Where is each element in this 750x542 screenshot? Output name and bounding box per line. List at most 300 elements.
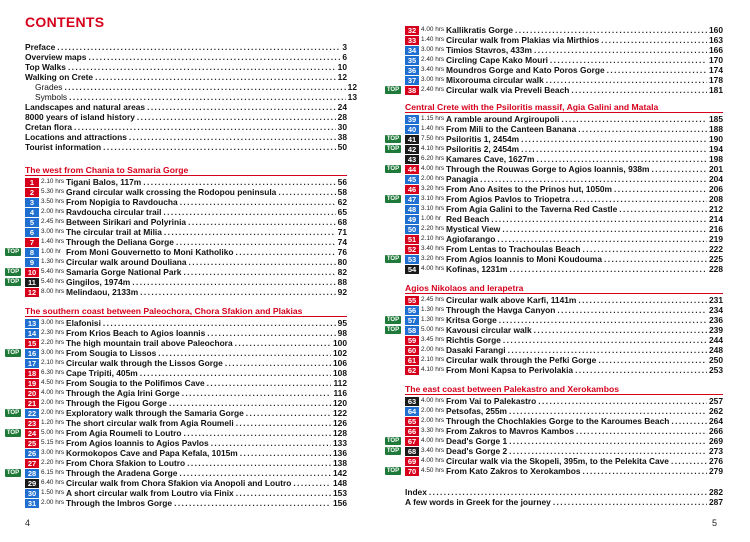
walk-number: 61 — [405, 356, 419, 365]
walk-title: From Agia Roumeli to Loutro — [66, 428, 182, 438]
page-ref: 50 — [337, 142, 347, 152]
walk-title: Through the Figou Gorge — [66, 398, 167, 408]
dot-leader — [598, 355, 707, 365]
dot-leader — [521, 144, 707, 154]
top-badge: TOP — [386, 136, 400, 142]
section-heading: The southern coast between Paleochora, Chora Sfakion and Plakias — [25, 306, 303, 316]
page-ref: 225 — [709, 254, 723, 264]
walk-title: From Kato Zakros to Xerokambos — [446, 466, 581, 476]
walk-entry — [405, 25, 723, 35]
walk-entry — [25, 378, 347, 388]
dot-leader — [88, 52, 340, 62]
dot-leader — [491, 214, 707, 224]
walk-number: 34 — [405, 46, 419, 55]
walk-number: 54 — [405, 265, 419, 274]
walk-title: Kallikratis Gorge — [446, 25, 514, 35]
walk-entry — [405, 234, 723, 244]
walk-number: 64 — [405, 407, 419, 416]
walk-duration: 4.00 hrs — [421, 437, 445, 444]
walk-entry — [25, 408, 347, 418]
walk-entry — [405, 264, 723, 274]
back-entry — [405, 487, 723, 497]
walk-entry — [25, 458, 347, 468]
walk-duration: 2.10 hrs — [41, 359, 65, 366]
walk-number: 8 — [25, 248, 39, 257]
page-ref: 102 — [333, 348, 347, 358]
entry-title: Tourist information — [25, 142, 102, 152]
walk-title: From Agios Pavlos to Triopetra — [446, 194, 570, 204]
page-ref: 65 — [337, 207, 347, 217]
walk-number: 16 — [25, 349, 39, 358]
page-ref: 248 — [709, 345, 723, 355]
walk-duration: 4.00 hrs — [421, 397, 445, 404]
walk-duration: 3.00 hrs — [41, 319, 65, 326]
page-ref: 12 — [347, 82, 357, 92]
dot-leader — [68, 62, 336, 72]
walk-title: From Zakros to Mavros Kambos — [446, 426, 574, 436]
walk-number: 53 — [405, 255, 419, 264]
page-ref: 264 — [709, 416, 723, 426]
front-entry — [25, 142, 347, 152]
walk-number: 15 — [25, 339, 39, 348]
page-ref: 122 — [333, 408, 347, 418]
walk-title: From Chora Sfakion to Loutro — [66, 458, 186, 468]
walk-entry — [25, 348, 347, 358]
dot-leader — [546, 75, 707, 85]
dot-leader — [176, 237, 336, 247]
page-ref: 236 — [709, 315, 723, 325]
walk-duration: 3.10 hrs — [421, 205, 445, 212]
walk-entry — [25, 267, 347, 277]
page-ref: 244 — [709, 335, 723, 345]
walk-title: From Moni Kapsa to Perivolakia — [446, 365, 574, 375]
walk-number: 63 — [405, 397, 419, 406]
walk-duration: 3.00 hrs — [421, 76, 445, 83]
walk-number: 2 — [25, 188, 39, 197]
dot-leader — [293, 478, 331, 488]
walk-title: Through the Deliana Gorge — [66, 237, 174, 247]
walk-entry — [405, 75, 723, 85]
dot-leader — [508, 345, 707, 355]
walk-duration: 4.50 hrs — [41, 379, 65, 386]
walk-entry — [405, 254, 723, 264]
dot-leader — [211, 438, 331, 448]
dot-leader — [619, 204, 707, 214]
walk-number: 50 — [405, 225, 419, 234]
walk-title: A ramble around Argiroupoli — [446, 114, 560, 124]
dot-leader — [137, 112, 336, 122]
dot-leader — [163, 207, 335, 217]
walk-duration: 1.40 hrs — [421, 125, 445, 132]
walk-entry — [25, 217, 347, 227]
page-ref: 38 — [337, 132, 347, 142]
walk-entry — [25, 398, 347, 408]
entry-title: Symbols — [35, 92, 68, 102]
walk-duration: 1.00 hr — [41, 248, 61, 255]
walk-entry — [405, 365, 723, 375]
walk-entry — [25, 277, 347, 287]
walk-duration: 4.00 hrs — [421, 265, 445, 272]
page-ref: 269 — [709, 436, 723, 446]
walk-title: Circular walk from Plakias via Mirthios — [446, 35, 600, 45]
walk-number: 1 — [25, 178, 39, 187]
dot-leader — [499, 315, 707, 325]
walk-number: 33 — [405, 36, 419, 45]
section-rule — [405, 112, 723, 113]
walk-number: 5 — [25, 218, 39, 227]
walk-title: From Lentas to Trachoulas Beach — [446, 244, 581, 254]
walk-entry — [25, 388, 347, 398]
walk-entry — [405, 224, 723, 234]
dot-leader — [601, 35, 707, 45]
dot-leader — [503, 335, 707, 345]
walk-number: 24 — [25, 429, 39, 438]
walk-entry — [405, 295, 723, 305]
walk-number: 57 — [405, 316, 419, 325]
walk-title: The short circular walk from Agia Roumeli — [66, 418, 234, 428]
page-ref: 3 — [342, 42, 347, 52]
dot-leader — [147, 102, 336, 112]
walk-duration: 2.00 hrs — [41, 208, 65, 215]
walk-title: From Agios Ioannis to Moni Koudouma — [446, 254, 603, 264]
walk-entry — [405, 154, 723, 164]
walk-title: From Moni Gouvernetto to Moni Katholiko — [66, 247, 234, 257]
page-ref: 100 — [333, 338, 347, 348]
page-ref: 62 — [337, 197, 347, 207]
walk-title: Through the Imbros Gorge — [66, 498, 173, 508]
page-ref: 76 — [337, 247, 347, 257]
walk-entry — [405, 55, 723, 65]
walk-title: Kavousi circular walk — [446, 325, 532, 335]
walk-title: Mystical View — [446, 224, 501, 234]
walk-entry — [25, 257, 347, 267]
walk-number: 59 — [405, 336, 419, 345]
dot-leader — [129, 132, 336, 142]
walk-title: Kritsa Gorge — [446, 315, 497, 325]
entry-title: Landscapes and natural areas — [25, 102, 146, 112]
page-ref: 198 — [709, 154, 723, 164]
page-ref: 201 — [709, 164, 723, 174]
walk-title: Gingilos, 1974m — [66, 277, 131, 287]
walk-number: 36 — [405, 66, 419, 75]
page-ref: 273 — [709, 446, 723, 456]
dot-leader — [132, 277, 335, 287]
walk-duration: 8.00 hrs — [41, 288, 65, 295]
walk-number: 44 — [405, 165, 419, 174]
dot-leader — [509, 406, 707, 416]
walk-title: Kofinas, 1231m — [446, 264, 508, 274]
page-ref: 71 — [337, 227, 347, 237]
page-ref: 12 — [337, 72, 347, 82]
section-rule — [25, 175, 347, 176]
walk-number: 13 — [25, 319, 39, 328]
walk-entry — [405, 315, 723, 325]
walk-entry — [405, 406, 723, 416]
section-heading: Agios Nikolaos and Ierapetra — [405, 283, 524, 293]
walk-duration: 2.30 hrs — [41, 329, 65, 336]
walk-entry — [25, 438, 347, 448]
top-badge: TOP — [386, 256, 400, 262]
walk-entry — [405, 426, 723, 436]
walk-number: 65 — [405, 417, 419, 426]
walk-title: From Sougia to Lissos — [66, 348, 157, 358]
walk-entry — [25, 338, 347, 348]
dot-leader — [497, 234, 707, 244]
front-entry — [25, 62, 347, 72]
walk-duration: 4.00 hrs — [421, 165, 445, 172]
page-ref: 282 — [709, 487, 723, 497]
page-ref: 257 — [709, 396, 723, 406]
walk-title: The circular trail at Milia — [66, 227, 162, 237]
walk-title: Ravdoucha circular trail — [66, 207, 162, 217]
walk-entry — [25, 468, 347, 478]
dot-leader — [575, 365, 707, 375]
dot-leader — [671, 416, 707, 426]
walk-duration: 1.40 hrs — [421, 36, 445, 43]
walk-number: 7 — [25, 238, 39, 247]
walk-duration: 2.00 hrs — [41, 499, 65, 506]
dot-leader — [536, 154, 707, 164]
walk-entry — [405, 134, 723, 144]
dot-leader — [180, 197, 336, 207]
entry-title: Grades — [35, 82, 63, 92]
page-ref: 219 — [709, 234, 723, 244]
page-ref: 156 — [333, 498, 347, 508]
dot-leader — [538, 396, 707, 406]
walk-number: 19 — [25, 379, 39, 388]
dot-leader — [502, 224, 707, 234]
walk-title: Cape Tripiti, 405m — [66, 368, 138, 378]
walk-duration: 1.30 hrs — [41, 258, 65, 265]
top-badge: TOP — [386, 196, 400, 202]
walk-number: 66 — [405, 427, 419, 436]
walk-title: A short circular walk from Loutro via Finix — [66, 488, 234, 498]
walk-duration: 1.30 hrs — [421, 316, 445, 323]
dot-leader — [189, 257, 336, 267]
dot-leader — [576, 426, 707, 436]
walk-title: The high mountain trail above Paleochora — [66, 338, 233, 348]
front-entry — [25, 102, 347, 112]
dot-leader — [561, 114, 707, 124]
dot-leader — [187, 458, 331, 468]
walk-entry — [405, 144, 723, 154]
dot-leader — [140, 368, 331, 378]
page-ref: 6 — [342, 52, 347, 62]
walk-number: 11 — [25, 278, 39, 287]
dot-leader — [550, 55, 707, 65]
walk-title: Dasaki Farangi — [446, 345, 506, 355]
walk-duration: 2.10 hrs — [41, 178, 65, 185]
walk-title: From Ano Asites to the Prinos hut, 1050m — [446, 184, 612, 194]
walk-number: 42 — [405, 145, 419, 154]
walk-number: 3 — [25, 198, 39, 207]
walk-duration: 2.20 hrs — [41, 459, 65, 466]
walk-title: Circular walk through the Lissos Gorge — [66, 358, 223, 368]
walk-number: 68 — [405, 447, 419, 456]
walk-duration: 2.00 hrs — [421, 175, 445, 182]
walk-entry — [405, 355, 723, 365]
walk-number: 46 — [405, 185, 419, 194]
walk-title: Richtis Gorge — [446, 335, 501, 345]
walk-title: Melindaou, 2133m — [66, 287, 139, 297]
page-number-right: 5 — [712, 518, 718, 528]
page-ref: 112 — [333, 378, 347, 388]
dot-leader — [509, 436, 707, 446]
dot-leader — [143, 177, 335, 187]
page-ref: 188 — [709, 124, 723, 134]
page-ref: 28 — [337, 112, 347, 122]
walk-number: 47 — [405, 195, 419, 204]
page-ref: 208 — [709, 194, 723, 204]
dot-leader — [578, 295, 707, 305]
walk-duration: 2.10 hrs — [421, 235, 445, 242]
dot-leader — [278, 187, 335, 197]
page-ref: 95 — [337, 318, 347, 328]
dot-leader — [240, 448, 331, 458]
walk-duration: 4.10 hrs — [421, 366, 445, 373]
walk-number: 39 — [405, 115, 419, 124]
walk-duration: 5.40 hrs — [41, 268, 65, 275]
walk-number: 67 — [405, 437, 419, 446]
walk-entry — [405, 456, 723, 466]
walk-title: Circular walk from Chora Sfakion via Anopoli and Loutro — [66, 478, 292, 488]
entry-title: Overview maps — [25, 52, 87, 62]
walk-title: Psiloritis 2, 2454m — [446, 144, 520, 154]
walk-title: Red Beach — [446, 214, 490, 224]
dot-leader — [236, 488, 331, 498]
walk-number: 48 — [405, 205, 419, 214]
dot-leader — [57, 42, 340, 52]
walk-entry — [25, 368, 347, 378]
front-entry — [25, 42, 347, 52]
dot-leader — [236, 247, 336, 257]
walk-number: 45 — [405, 175, 419, 184]
top-badge: TOP — [6, 470, 20, 476]
top-badge: TOP — [6, 249, 20, 255]
walk-duration: 4.50 hrs — [421, 467, 445, 474]
walk-number: 41 — [405, 135, 419, 144]
walk-duration: 3.50 hrs — [41, 198, 65, 205]
top-badge: TOP — [6, 269, 20, 275]
walk-duration: 2.20 hrs — [41, 339, 65, 346]
top-badge: TOP — [386, 327, 400, 333]
walk-title: Kamares Cave, 1627m — [446, 154, 535, 164]
walk-entry — [25, 187, 347, 197]
walk-duration: 3.00 hrs — [41, 449, 65, 456]
walk-title: Tigani Balos, 117m — [66, 177, 142, 187]
dot-leader — [74, 122, 336, 132]
walk-entry — [25, 237, 347, 247]
walk-duration: 2.10 hrs — [421, 356, 445, 363]
walk-entry — [405, 416, 723, 426]
walk-title: From Agia Galini to the Taverna Red Castle — [446, 204, 618, 214]
walk-number: 9 — [25, 258, 39, 267]
walk-entry — [25, 207, 347, 217]
walk-number: 22 — [25, 409, 39, 418]
walk-entry — [25, 227, 347, 237]
dot-leader — [607, 65, 707, 75]
dot-leader — [509, 446, 707, 456]
walk-number: 51 — [405, 235, 419, 244]
page-ref: 80 — [337, 257, 347, 267]
walk-number: 52 — [405, 245, 419, 254]
walk-duration: 3.20 hrs — [421, 185, 445, 192]
dot-leader — [236, 418, 331, 428]
walk-title: From Sougia to the Polifimos Cave — [66, 378, 205, 388]
front-entry — [25, 82, 357, 92]
walk-number: 43 — [405, 155, 419, 164]
front-entry — [25, 52, 347, 62]
walk-entry — [405, 124, 723, 134]
walk-duration: 2.40 hrs — [421, 56, 445, 63]
walk-title: Agiofarango — [446, 234, 496, 244]
walk-title: From Vai to Palekastro — [446, 396, 537, 406]
page-ref: 174 — [709, 65, 723, 75]
entry-title: Top Walks — [25, 62, 66, 72]
section-heading: The east coast between Palekastro and Xerokambos — [405, 384, 619, 394]
dot-leader — [182, 388, 332, 398]
walk-duration: 2.45 hrs — [41, 218, 65, 225]
walk-title: Through the Chochlakies Gorge to the Karoumes Beach — [446, 416, 670, 426]
page-ref: 231 — [709, 295, 723, 305]
walk-entry — [405, 114, 723, 124]
walk-number: 18 — [25, 369, 39, 378]
walk-title: Samaria Gorge National Park — [66, 267, 182, 277]
walk-title: From Krios Beach to Agios Ioannis — [66, 328, 206, 338]
walk-title: Through the Havga Canyon — [446, 305, 556, 315]
page-ref: 204 — [709, 174, 723, 184]
walk-entry — [25, 318, 347, 328]
page-ref: 120 — [333, 398, 347, 408]
dot-leader — [169, 398, 331, 408]
dot-leader — [583, 244, 708, 254]
dot-leader — [164, 227, 336, 237]
walk-duration: 4.00 hrs — [41, 389, 65, 396]
walk-entry — [25, 287, 347, 297]
walk-duration: 3.45 hrs — [421, 336, 445, 343]
walk-duration: 1.40 hrs — [41, 238, 65, 245]
page-ref: 194 — [709, 144, 723, 154]
walk-number: 40 — [405, 125, 419, 134]
dot-leader — [534, 325, 707, 335]
walk-title: Moundros Gorge and Kato Poros Gorge — [446, 65, 605, 75]
walk-title: Dead's Gorge 2 — [446, 446, 508, 456]
page-ref: 88 — [337, 277, 347, 287]
walk-entry — [405, 345, 723, 355]
page-ref: 228 — [709, 264, 723, 274]
walk-number: 26 — [25, 449, 39, 458]
walk-duration: 3.30 hrs — [421, 427, 445, 434]
walk-number: 21 — [25, 399, 39, 408]
walk-title: Circling Cape Kako Mouri — [446, 55, 548, 65]
page-ref: 13 — [347, 92, 357, 102]
entry-title: 8000 years of island history — [25, 112, 135, 122]
walk-number: 12 — [25, 288, 39, 297]
walk-entry — [25, 428, 347, 438]
walk-duration: 6.40 hrs — [41, 479, 65, 486]
page-ref: 166 — [709, 45, 723, 55]
dot-leader — [69, 92, 346, 102]
page-ref: 160 — [709, 25, 723, 35]
walk-entry — [405, 335, 723, 345]
top-badge: TOP — [6, 279, 20, 285]
front-entry — [25, 92, 357, 102]
walk-duration: 2.00 hrs — [421, 346, 445, 353]
dot-leader — [207, 378, 332, 388]
page-ref: 108 — [333, 368, 347, 378]
dot-leader — [553, 497, 707, 507]
page-ref: 68 — [337, 217, 347, 227]
